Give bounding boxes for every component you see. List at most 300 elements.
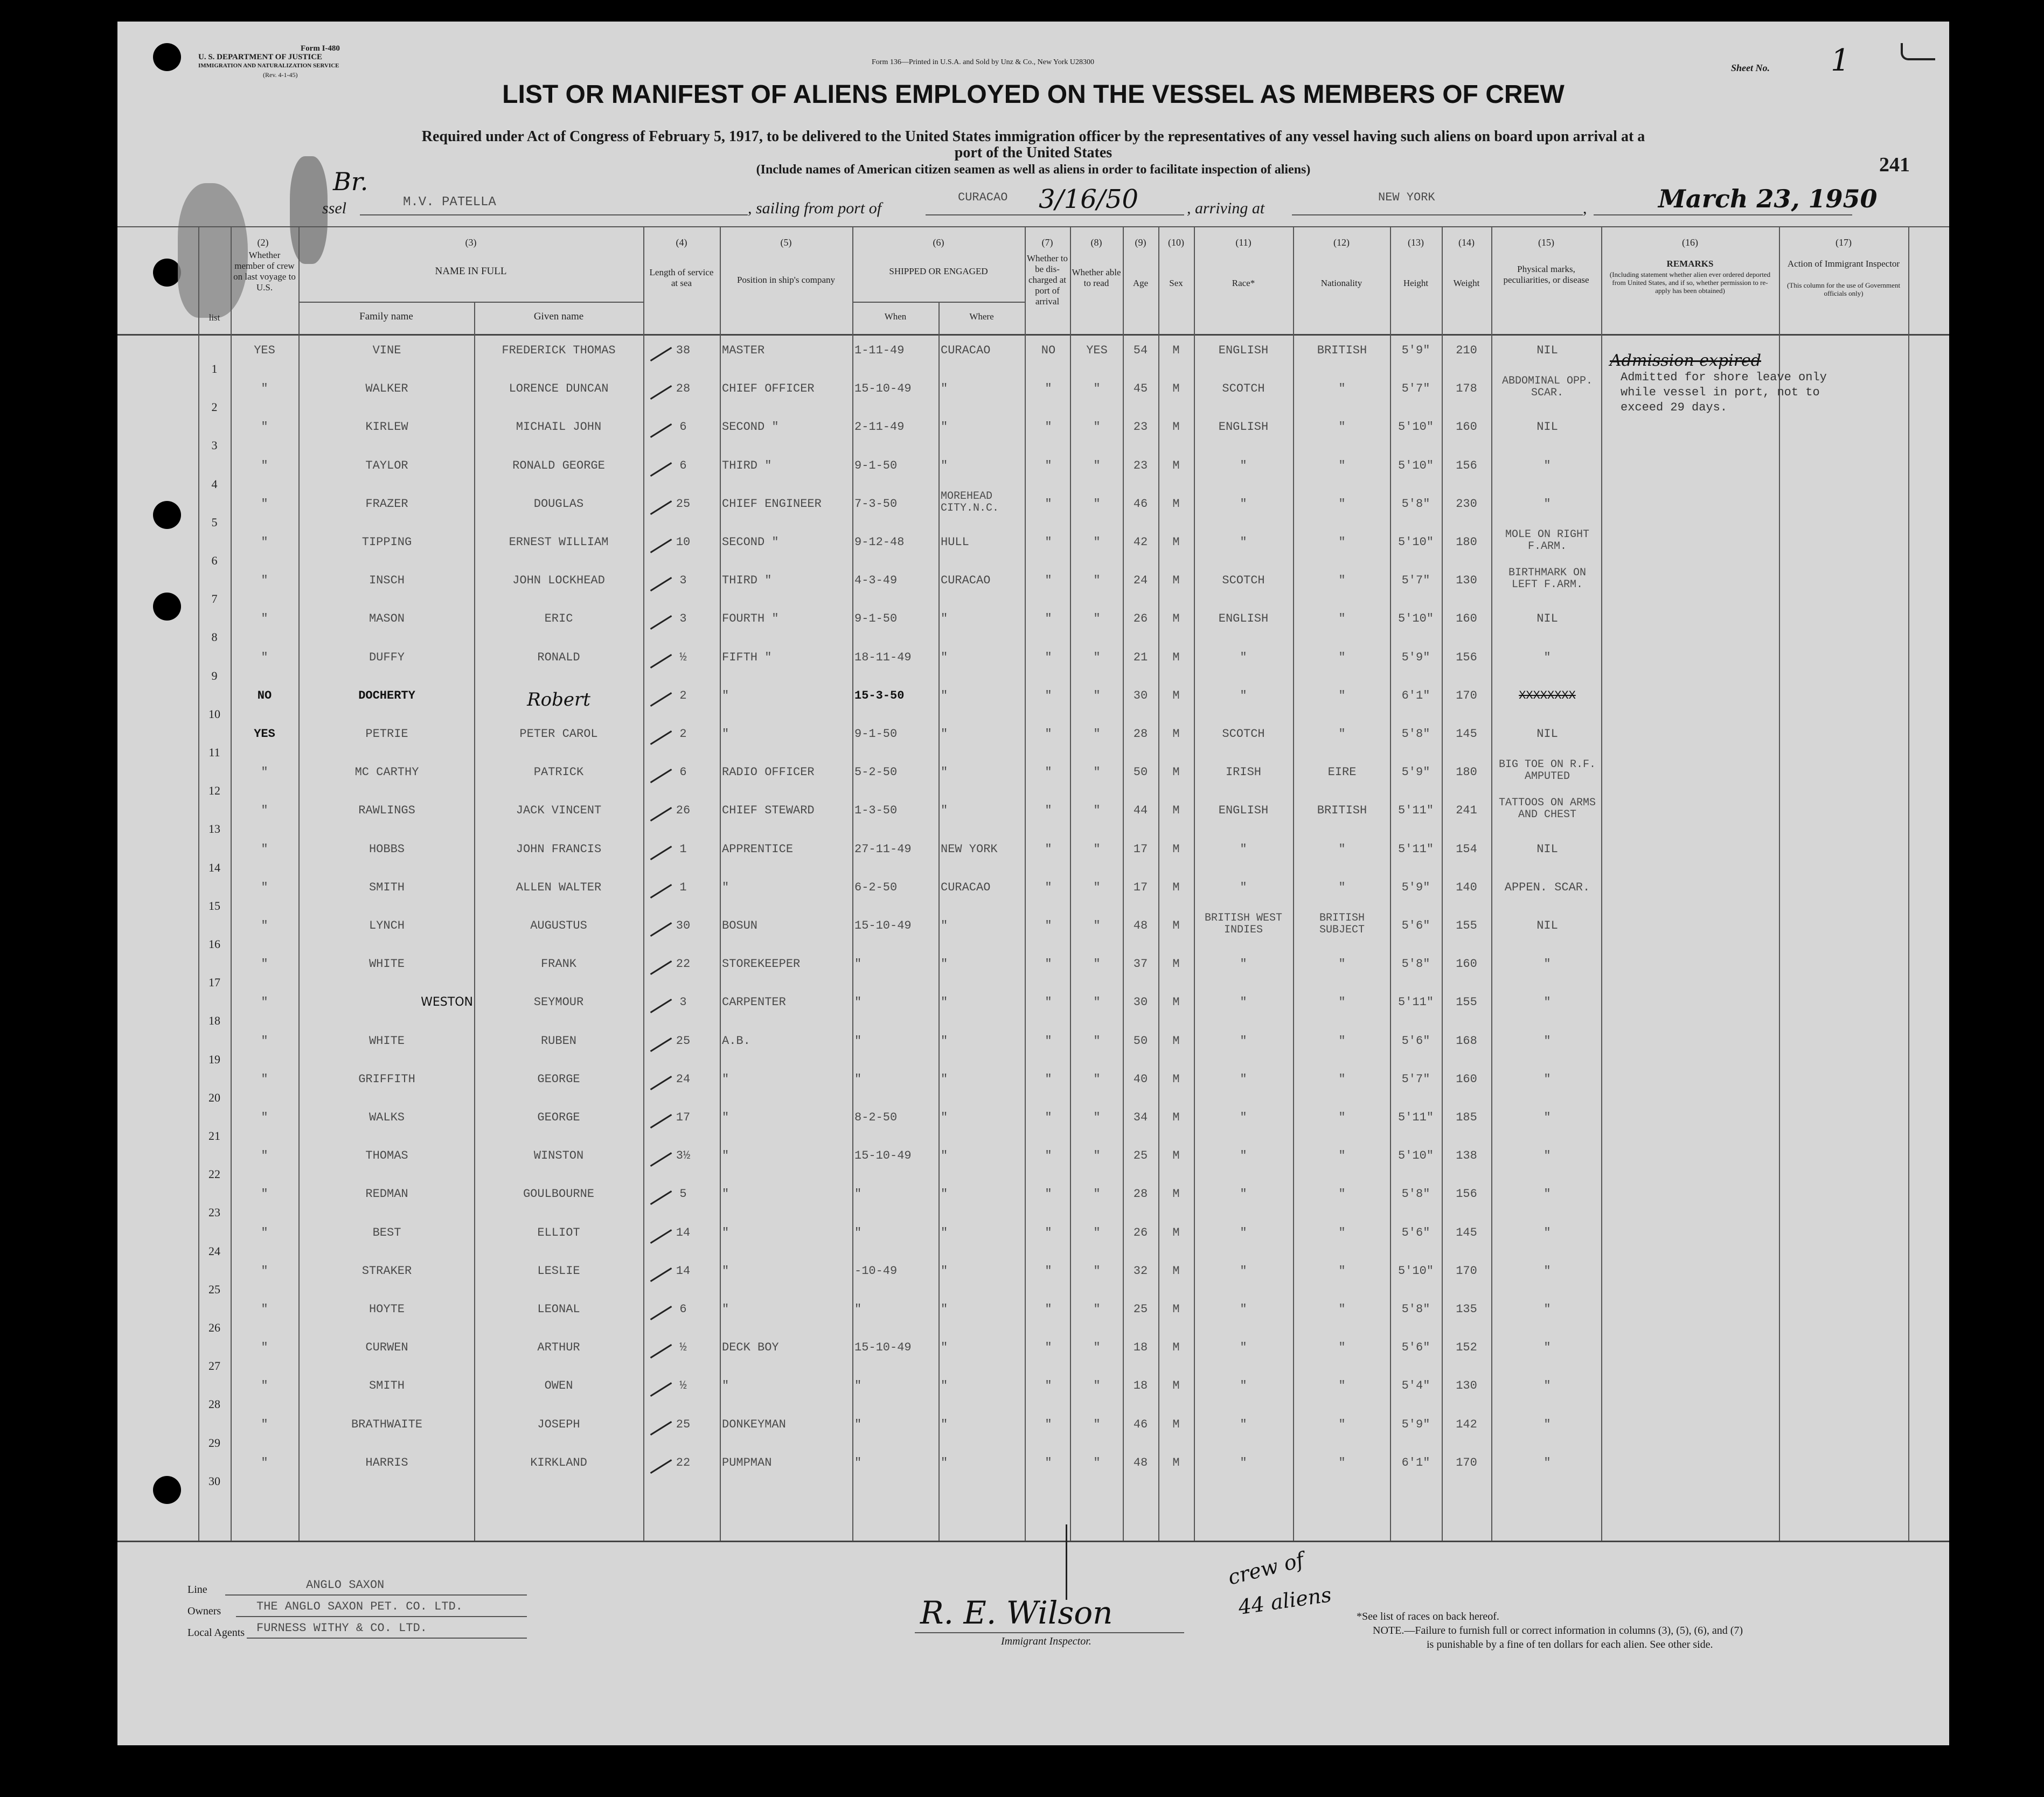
cell-race: " [1240,880,1247,894]
cell-weight: 241 [1456,804,1477,818]
col-head-age: Age [1132,278,1149,288]
column-rule [231,226,232,1541]
cell-position: " [722,1072,729,1086]
cell-when: 6-2-50 [854,880,898,894]
row-number: 6 [211,554,218,567]
cell-read: " [1093,1149,1101,1163]
required-line-2: port of the United States [954,144,1113,161]
row-number: 1 [211,362,218,375]
cell-age: 25 [1133,1303,1148,1316]
cell-height: 5'9" [1401,650,1430,664]
cell-disch: " [1045,458,1052,472]
cell-position: " [722,688,729,702]
cell-crew: " [261,535,268,549]
name-subrule [298,302,643,303]
cell-marks: " [1544,497,1551,511]
cell-height: 5'10" [1398,535,1434,549]
column-rule [298,226,300,1541]
col-head-position: Position in ship's company [736,275,836,285]
sheet-number: 1 [1831,43,1850,78]
row-number: 11 [208,746,220,759]
cell-family: KIRLEW [365,420,408,434]
cell-disch: " [1045,1111,1052,1124]
col-num-15: (15) [1538,237,1554,248]
cell-sex: M [1172,344,1180,357]
cell-when: 15-10-49 [854,919,912,932]
remarks-line-2: while vessel in port, not to [1621,386,1820,399]
cell-position: " [722,727,729,741]
cell-family: HOBBS [369,842,405,856]
cell-when: " [854,1187,862,1201]
table-bottom-rule [117,1541,1949,1542]
cell-marks: " [1544,1264,1551,1278]
cell-where: " [941,1034,948,1048]
cell-height: 5'10" [1398,1149,1434,1163]
cell-nat: " [1338,420,1346,434]
cell-age: 44 [1133,804,1148,818]
row-number: 10 [208,707,220,721]
col-head-when: When [884,311,907,322]
cell-family: WESTON [421,995,473,1009]
cell-position: " [722,1111,729,1124]
cell-where: " [941,919,948,932]
note-line-2: is punishable by a fine of ten dollars for each alien. See other side. [1427,1639,1713,1650]
cell-family: VINE [372,344,401,357]
cell-service: 24 [676,1072,691,1086]
cell-nat: " [1338,382,1346,396]
cell-sex: M [1172,1111,1180,1124]
cell-position: " [722,1187,729,1201]
row-number: 8 [211,630,218,644]
cell-nat: " [1338,535,1346,549]
cell-crew: " [261,458,268,472]
cell-service: 3 [679,574,687,588]
row-number: 3 [211,438,218,452]
row-number: 18 [208,1014,220,1028]
cell-crew: " [261,1264,268,1278]
cell-service: 2 [679,688,687,702]
cell-service: 22 [676,957,691,971]
row-number: 4 [211,477,218,491]
cell-marks: " [1544,1455,1551,1469]
cell-where: " [941,1072,948,1086]
cell-disch: " [1045,1034,1052,1048]
row-number: 20 [208,1090,220,1104]
cell-height: 5'10" [1398,1264,1434,1278]
cell-family: THOMAS [365,1149,408,1163]
cell-disch: " [1045,1072,1052,1086]
cell-age: 30 [1133,688,1148,702]
cell-weight: 170 [1456,1455,1477,1469]
sailing-underline [926,214,1184,215]
cell-nat: " [1338,1379,1346,1393]
cell-given: RONALD [537,650,580,664]
cell-disch: " [1045,1264,1052,1278]
cell-given: WINSTON [533,1149,584,1163]
cell-age: 25 [1133,1149,1148,1163]
cell-family: PETRIE [365,727,408,741]
cell-disch: " [1045,1417,1052,1431]
cell-where: " [941,765,948,779]
cell-height: 5'9" [1401,1417,1430,1431]
cell-weight: 154 [1456,842,1477,856]
cell-when: 1-3-50 [854,804,898,818]
cell-position: CARPENTER [722,995,786,1009]
cell-given: GEORGE [537,1072,580,1086]
cell-service: 5 [679,1187,687,1201]
cell-family: TIPPING [361,535,412,549]
punch-hole [153,43,181,71]
col-head-name: NAME IN FULL [435,266,507,277]
col-num-8: (8) [1090,237,1102,248]
cell-race: " [1240,1341,1247,1355]
col-head-where: Where [969,311,994,322]
cell-when: " [854,957,862,971]
cell-weight: 156 [1456,458,1477,472]
cell-weight: 160 [1456,1072,1477,1086]
cell-position: DONKEYMAN [722,1417,786,1431]
cell-when: 15-10-49 [854,1341,912,1355]
cell-read: " [1093,919,1101,932]
cell-age: 23 [1133,458,1148,472]
cell-disch: " [1045,650,1052,664]
crew-note-line-2: 44 aliens [1236,1583,1333,1619]
cell-marks: " [1544,995,1551,1009]
cell-sex: M [1172,880,1180,894]
cell-where: " [941,1264,948,1278]
cell-height: 5'10" [1398,458,1434,472]
service: IMMIGRATION AND NATURALIZATION SERVICE [198,62,339,69]
cell-race: IRISH [1225,765,1261,779]
cell-height: 5'10" [1398,612,1434,626]
cell-where: " [941,1341,948,1355]
cell-position: STOREKEEPER [722,957,801,971]
col-head-action-note: (This column for the use of Government officials only) [1786,281,1901,297]
cell-where: " [941,612,948,626]
cell-read: " [1093,382,1101,396]
cell-sex: M [1172,765,1180,779]
crew-note-line-1: crew of [1225,1548,1306,1590]
row-number: 21 [208,1129,220,1143]
cell-marks: NIL [1537,344,1558,357]
cell-service: ½ [679,1341,687,1355]
cell-race: " [1240,842,1247,856]
cell-given: KIRKLAND [530,1455,587,1469]
cell-service: 38 [676,344,691,357]
cell-read: " [1093,688,1101,702]
cell-position: FOURTH " [722,612,779,626]
cell-where: HULL [941,535,969,549]
cell-read: " [1093,420,1101,434]
col-head-shipped: SHIPPED OR ENGAGED [889,266,988,276]
cell-race: ENGLISH [1218,804,1269,818]
sailing-date: 3/16/50 [1039,184,1139,214]
cell-when: 7-3-50 [854,497,898,511]
cell-when: 1-11-49 [854,344,905,357]
column-rule [1601,226,1602,1541]
footer-line-rule [225,1594,527,1596]
cell-given: JOHN FRANCIS [516,842,602,856]
cell-marks: " [1544,1341,1551,1355]
cell-height: 5'11" [1398,1111,1434,1124]
cell-given: PETER CAROL [519,727,598,741]
cell-marks: " [1544,1225,1551,1239]
col-head-weight: Weight [1453,278,1480,288]
cell-nat: BRITISH [1317,344,1367,357]
cell-when: " [854,1379,862,1393]
cell-age: 34 [1133,1111,1148,1124]
cell-weight: 170 [1456,1264,1477,1278]
cell-crew: " [261,1034,268,1048]
cell-sex: M [1172,1225,1180,1239]
cell-position: SECOND " [722,420,779,434]
cell-sex: M [1172,1455,1180,1469]
cell-where: " [941,1303,948,1316]
cell-nat: " [1338,1149,1346,1163]
row-number: 14 [208,860,220,874]
cell-race: ENGLISH [1218,344,1269,357]
cell-crew: " [261,1187,268,1201]
cell-given: AUGUSTUS [530,919,587,932]
cell-nat: " [1338,688,1346,702]
cell-where: CURACAO [941,880,991,894]
cell-position: RADIO OFFICER [722,765,815,779]
cell-nat: " [1338,574,1346,588]
cell-crew: NO [257,688,272,702]
row-number: 5 [211,515,218,529]
cell-race: " [1240,1264,1247,1278]
cell-sex: M [1172,1264,1180,1278]
cell-position: MASTER [722,344,765,357]
cell-marks: APPEN. SCAR. [1504,880,1590,894]
row-number: 15 [208,898,220,913]
cell-sex: M [1172,420,1180,434]
corner-mark [1901,43,1935,60]
cell-race: ENGLISH [1218,420,1269,434]
col-head-given: Given name [533,311,584,322]
stamp-number: 241 [1879,154,1910,176]
cell-disch: " [1045,1455,1052,1469]
cell-nat: " [1338,458,1346,472]
col-num-14: (14) [1458,237,1475,248]
inspector-signature: R. E. Wilson [920,1594,1113,1631]
cell-weight: 145 [1456,1225,1477,1239]
cell-service: 17 [676,1111,691,1124]
cell-service: 3 [679,995,687,1009]
cell-disch: " [1045,1341,1052,1355]
sheet-label: Sheet No. [1731,62,1770,73]
cell-family: HOYTE [369,1303,405,1316]
cell-service: 6 [679,458,687,472]
cell-marks: BIG TOE ON R.F. AMPUTED [1498,758,1596,783]
cell-crew: " [261,612,268,626]
cell-age: 48 [1133,919,1148,932]
cell-when: 18-11-49 [854,650,912,664]
cell-disch: " [1045,804,1052,818]
cell-given: Robert [527,688,590,711]
cell-height: 5'9" [1401,344,1430,357]
column-rule [198,226,199,1541]
cell-family: SMITH [369,880,405,894]
cell-given: LEONAL [537,1303,580,1316]
cell-family: MC CARTHY [354,765,419,779]
col-num-13: (13) [1408,237,1424,248]
cell-service: 1 [679,842,687,856]
cell-service: 25 [676,1034,691,1048]
cell-race: " [1240,1225,1247,1239]
col-num-16: (16) [1682,237,1698,248]
cell-position: " [722,1225,729,1239]
cell-age: 23 [1133,420,1148,434]
cell-crew: " [261,1455,268,1469]
cell-sex: M [1172,458,1180,472]
cell-weight: 155 [1456,919,1477,932]
cell-height: 5'8" [1401,497,1430,511]
cell-read: " [1093,957,1101,971]
cell-disch: " [1045,688,1052,702]
cell-sex: M [1172,1379,1180,1393]
cell-where: " [941,1187,948,1201]
cell-age: 21 [1133,650,1148,664]
cell-where: " [941,382,948,396]
cell-service: ½ [679,1379,687,1393]
cell-where: " [941,957,948,971]
cell-height: 5'7" [1401,1072,1430,1086]
row-number: 12 [208,784,220,798]
cell-disch: " [1045,612,1052,626]
inspector-label: Immigrant Inspector. [1001,1635,1091,1647]
cell-crew: " [261,1225,268,1239]
row-number: 24 [208,1244,220,1258]
cell-nat: " [1338,1225,1346,1239]
cell-family: FRAZER [365,497,408,511]
cell-race: " [1240,458,1247,472]
cell-marks: " [1544,1149,1551,1163]
cell-read: " [1093,458,1101,472]
col-head-marks: Physical marks, peculiarities, or disease [1503,264,1589,285]
cell-given: ARTHUR [537,1341,580,1355]
inspector-rule [915,1632,1184,1633]
cell-position: THIRD " [722,574,772,588]
cell-race: " [1240,1111,1247,1124]
form-number: Form I-480 [301,44,340,53]
cell-weight: 180 [1456,765,1477,779]
cell-weight: 152 [1456,1341,1477,1355]
col-num-10: (10) [1168,237,1184,248]
footer-agents-rule [247,1638,527,1639]
cell-age: 18 [1133,1341,1148,1355]
col-num-12: (12) [1333,237,1350,248]
cell-marks: NIL [1537,842,1558,856]
revision: (Rev. 4-1-45) [263,71,298,79]
cell-height: 6'1" [1401,1455,1430,1469]
cell-where: " [941,727,948,741]
col-head-height: Height [1403,278,1429,288]
cell-marks: " [1544,957,1551,971]
cell-race: " [1240,1455,1247,1469]
cell-where: " [941,804,948,818]
cell-height: 5'4" [1401,1379,1430,1393]
cell-nat: BRITISH SUBJECT [1319,912,1365,936]
cell-race: " [1240,1379,1247,1393]
cell-sex: M [1172,574,1180,588]
cell-disch: " [1045,919,1052,932]
cell-race: " [1240,1149,1247,1163]
required-line-1: Required under Act of Congress of February 5, 1917, to be delivered to the United States immigration officer by the representatives of any vessel having such aliens on board upon arrival at a [421,128,1645,145]
cell-read: " [1093,612,1101,626]
note-line-1: NOTE.—Failure to furnish full or correct information in columns (3), (5), (6), and (7) [1373,1625,1743,1636]
cell-race: " [1240,650,1247,664]
manifest-table [117,226,1949,1541]
cell-family: DUFFY [369,650,405,664]
cell-height: 5'8" [1401,1303,1430,1316]
cell-read: " [1093,1264,1101,1278]
cell-disch: " [1045,957,1052,971]
cell-given: OWEN [544,1379,573,1393]
cell-disch: " [1045,1303,1052,1316]
cell-sex: M [1172,1417,1180,1431]
footer-line-label: Line [187,1584,207,1596]
cell-read: " [1093,804,1101,818]
cell-sex: M [1172,919,1180,932]
cell-when: 27-11-49 [854,842,912,856]
cell-service: 6 [679,1303,687,1316]
department: U. S. DEPARTMENT OF JUSTICE [198,53,323,61]
cell-service: 28 [676,382,691,396]
row-number: 25 [208,1282,220,1296]
col-num-17: (17) [1836,237,1852,248]
cell-crew: " [261,1417,268,1431]
cell-service: 6 [679,765,687,779]
cell-disch: " [1045,765,1052,779]
cell-nat: " [1338,995,1346,1009]
cell-given: JOSEPH [537,1417,580,1431]
cell-nat: EIRE [1327,765,1357,779]
cell-read: " [1093,535,1101,549]
cell-crew: " [261,880,268,894]
column-rule [1908,226,1909,1541]
cell-sex: M [1172,1072,1180,1086]
cell-height: 5'8" [1401,1187,1430,1201]
cell-weight: 142 [1456,1417,1477,1431]
cell-weight: 210 [1456,344,1477,357]
cell-position: " [722,1379,729,1393]
row-number: 13 [208,822,220,836]
cell-crew: " [261,804,268,818]
cell-when: 2-11-49 [854,420,905,434]
cell-family: RAWLINGS [358,804,415,818]
cell-when: 8-2-50 [854,1111,898,1124]
cell-height: 5'10" [1398,420,1434,434]
cell-when: -10-49 [854,1264,898,1278]
cell-read: " [1093,1341,1101,1355]
cell-disch: " [1045,535,1052,549]
cell-weight: 130 [1456,574,1477,588]
column-rule [720,226,721,1541]
footer-agents-label: Local Agents [187,1627,245,1639]
cell-marks: ABDOMINAL OPP. SCAR. [1501,375,1593,400]
cell-nat: " [1338,1455,1346,1469]
cell-when: 9-1-50 [854,727,898,741]
cell-where: " [941,1225,948,1239]
cell-read: " [1093,650,1101,664]
cell-weight: 168 [1456,1034,1477,1048]
arriving-label: , arriving at [1187,199,1265,217]
cell-where: " [941,1417,948,1431]
cell-sex: M [1172,1034,1180,1048]
cell-read: " [1093,1303,1101,1316]
cell-service: 25 [676,1417,691,1431]
